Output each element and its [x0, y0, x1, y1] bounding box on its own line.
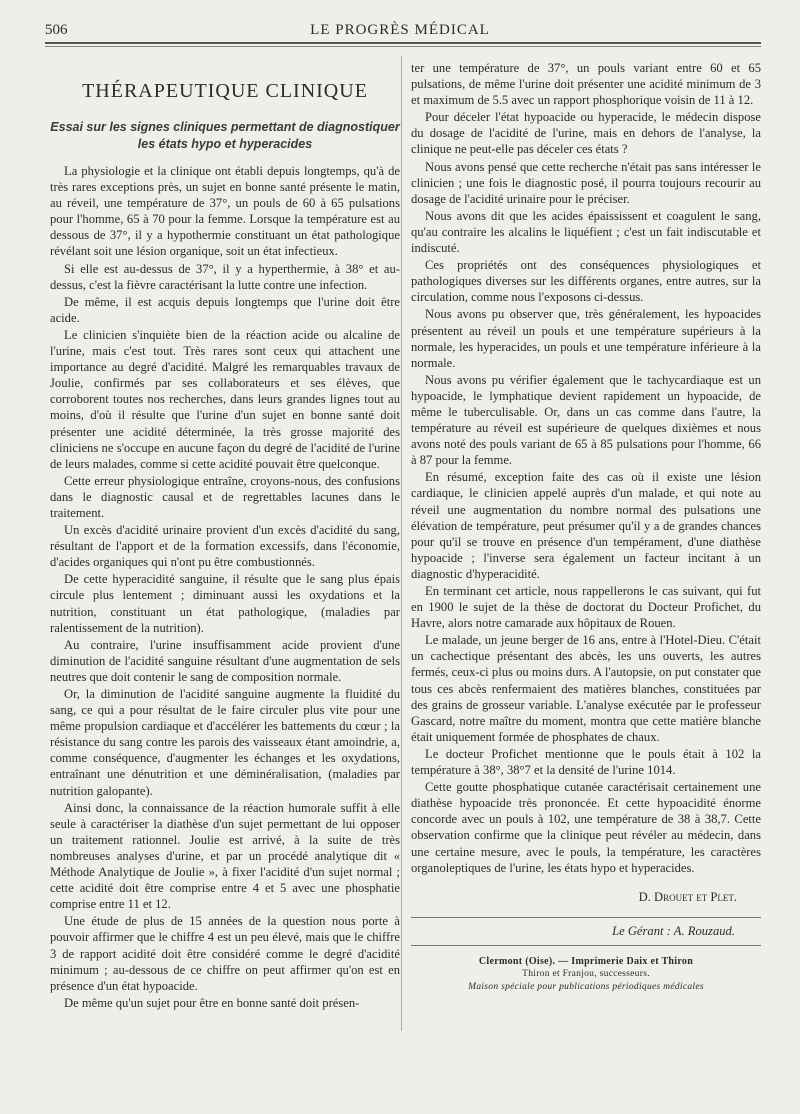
- paragraph: De même qu'un sujet pour être en bonne santé doit présen-: [64, 995, 360, 1010]
- left-column: [50, 56, 400, 1012]
- paragraph: Cette erreur physiologique entraîne, croyons-nous, des confusions dans le diagnostic causal et de regrettables lacunes dans le traitement.: [50, 473, 400, 520]
- paragraph: Le docteur Profichet mentionne que le pouls était à 102 la température à 38°, 38°7 et la densité de l'urine 1014.: [411, 746, 761, 778]
- paragraph: Nous avons pu vérifier également que le tachycardiaque est un hypoacide, le lymphatique devient rapidement un hypoacide, de même le tuberculisable. Or, dans un cas comme dans l'autre, la température au réveil est supérieure de quelques dixièmes et nous avons noté des pouls variant de 65 à 85 pulsations pour l'homme, 66 à 87 pour la femme.: [411, 372, 761, 468]
- imprint: [411, 956, 761, 994]
- header-rule-thin: [45, 46, 761, 47]
- right-column: [411, 60, 761, 993]
- paragraph: Pour déceler l'état hypoacide ou hyperacide, le médecin dispose du dosage de l'acidité de l'urine, mais en dehors de l'analyse, la clinique ne peut-elle pas déceler ces états ?: [411, 110, 761, 157]
- page-number: 506: [45, 22, 68, 38]
- imprint-printer: Clermont (Oise). — Imprimerie Daix et Thiron: [478, 955, 694, 967]
- paragraph: Si elle est au-dessus de 37°, il y a hyperthermie, à 38° et au-dessus, c'est la fièvre caractérisant la lutte contre une infection.: [50, 261, 400, 292]
- header-rule: [45, 42, 761, 44]
- paragraph: De même, il est acquis depuis longtemps que l'urine doit être acide.: [50, 294, 400, 325]
- imprint-specialty: Maison spéciale pour publications périodiques médicales: [468, 981, 704, 992]
- paragraph: Or, la diminution de l'acidité sanguine augmente la fluidité du sang, ce qui a pour résultat de le faire circuler plus vite pour une même propulsion cardiaque et d'accélérer les battements du cœur ; la résistance du sang contre les parois des vaisseaux étant amoindrie, a, comme conséquence, d'augmenter les échanges et les oxydations, entraînant une dénutrition et une déminéralisation, (maladies par nutrition galopante).: [50, 687, 400, 798]
- paragraph: La physiologie et la clinique ont établi depuis longtemps, qu'à de très rares exceptions près, un sujet en bonne santé présente le matin, au réveil, une température de 37°, un pouls de 60 à 65 pulsations pour l'homme, 65 à 70 pour la femme. Lorsque la température est au dessous de 37°, il y a hypothermie constituant un état pathologique révélant soit une lésion organique, soit un état infectieux.: [50, 164, 400, 259]
- author-signature: D. Drouet et Plet.: [638, 889, 737, 904]
- paragraph: En résumé, exception faite des cas où il existe une lésion cardiaque, le clinicien appelé auprès d'un malade, et qui note au réveil une augmentation du nombre normal des pulsations une élévation de température, peut présumer qu'il y a de grandes chances pour qu'il se trouve en présence d'un tempérament, d'une diathèse hypoacide ; l'inverse sera également un facteur incitant à un diagnostic d'hyperacidité.: [411, 470, 761, 581]
- gerant-rule: [411, 945, 761, 946]
- paragraph: Une étude de plus de 15 années de la question nous porte à pouvoir affirmer que le chiffre 4 est un peu élevé, mais que le chiffre 3 de rapport acidité doit être considéré comme le degré d'acidité minimum ; au-dessous de ce chiffre on peut affirmer qu'on est en présence d'un état hypoacide.: [50, 914, 400, 993]
- paragraph: Le clinicien s'inquiète bien de la réaction acide ou alcaline de l'urine, mais c'est tout. Très rares sont ceux qui attachent une importance au degré d'acidité. Malgré les remarquables travaux de Joulie, confirmés par ses collaborateurs et ses élèves, que corroborent toutes nos recherches, dans leurs grandes lignes tout au moins, d'où il résulte que l'urine d'un sujet en bonne santé doit présenter une acidité déterminée, la très grosse majorité des cliniciens ne s'occupe en aucune façon du degré de l'acidité de l'urine de leurs malades, comme si cette acidité pouvait être quelconque.: [50, 327, 400, 471]
- imprint-successors: Thiron et Franjou, successeurs.: [522, 969, 650, 980]
- paragraph: Nous avons dit que les acides épaississent et coagulent le sang, qu'au contraire les alcalins le liquéfient ; c'est un fait indiscutable et indiscuté.: [411, 208, 761, 256]
- paragraph: Ainsi donc, la connaissance de la réaction humorale suffit à elle seule à caractériser la diathèse d'un sujet permettant de lui opposer un traitement rationnel. Joulie est arrivé, à la suite de très nombreuses analyses d'urine, et par un procédé analytique dit « Méthode Analytique de Joulie », à fixer l'acidité d'un sujet normal ; cette acidité doit être comprise entre 4 et 5 avec une phosphatie comprise entre 11 et 12.: [50, 800, 400, 912]
- paragraph: En terminant cet article, nous rappellerons le cas suivant, qui fut en 1900 le sujet de la thèse de doctorat du Docteur Profichet, du Havre, alors notre camarade aux hôpitaux de Rouen.: [411, 584, 761, 631]
- paragraph: Cette goutte phosphatique cutanée caractérisait certainement une diathèse hypoacide très prononcée. Et cette hypoacidité énorme concorde avec un pouls à 102, une température de 38 à 38,7. Cette observation confirme que la clinique peut révéler au médecin, dans une certaine mesure, avec le pouls, la température, les caractères organoleptiques de l'urine, les états hypo et hyperacides.: [411, 780, 761, 875]
- paragraph: Le malade, un jeune berger de 16 ans, entre à l'Hotel-Dieu. C'était un cachectique présentant des abcès, les uns ouverts, les autres fermés, ceux-ci plus ou moins durs. A l'autopsie, on put constater que tous ces abcès renfermaient des matières blanches, constituées par des grains de grosseur variable. L'analyse exécutée par le professeur Gascard, notre maître du moment, montra que cette matière blanche était uniquement formée de phosphates de chaux.: [411, 633, 761, 744]
- section-title: THÉRAPEUTIQUE CLINIQUE: [82, 80, 368, 102]
- paragraph: De cette hyperacidité sanguine, il résulte que le sang plus épais circule plus lentement ; diminuant aussi les oxydations et la nutrition, constituant un état pathologique, (maladies par ralentissement de la nutrition).: [50, 572, 400, 635]
- paragraph: Nous avons pensé que cette recherche n'était pas sans intéresser le clinicien ; une fois le diagnostic posé, il pourra toujours recourir au dosage de l'acidité urinaire pour le préciser.: [411, 159, 761, 206]
- signature-rule: [411, 917, 761, 918]
- paragraph: Ces propriétés ont des conséquences physiologiques et pathologiques diverses sur les différents organes, entre autres, sur la circulation, comme nous l'exposons ci-dessus.: [411, 258, 761, 305]
- paragraph: ter une température de 37°, un pouls variant entre 60 et 65 pulsations, de même l'urine doit présenter une acidité minimum de 3 et maximum de 5.5 avec un rapport phosphorique voisin de 11 à 12.: [411, 61, 761, 108]
- paragraph: Au contraire, l'urine insuffisamment acide provient d'une diminution de l'acidité sanguine résultant d'une augmentation de sels neutres que doit contenir le sang de composition normale.: [50, 637, 400, 684]
- article-title: Essai sur les signes cliniques permettant de diagnostiquer les états hypo et hyperacides: [50, 120, 400, 151]
- gerant-line: Le Gérant : A. Rouzaud.: [612, 923, 735, 938]
- paragraph: Un excès d'acidité urinaire provient d'un excès d'acidité du sang, résultant de l'apport et de la formation excessifs, dans l'économie, d'acides organiques qui n'ont pu être combustionnés.: [50, 523, 400, 570]
- paragraph: Nous avons pu observer que, très généralement, les hypoacides présentent au réveil un pouls et une température supérieurs à la normale, les hyperacides, un pouls et une température inférieure à la normale.: [411, 307, 761, 370]
- column-divider: [401, 56, 402, 1031]
- journal-title: LE PROGRÈS MÉDICAL: [310, 22, 490, 38]
